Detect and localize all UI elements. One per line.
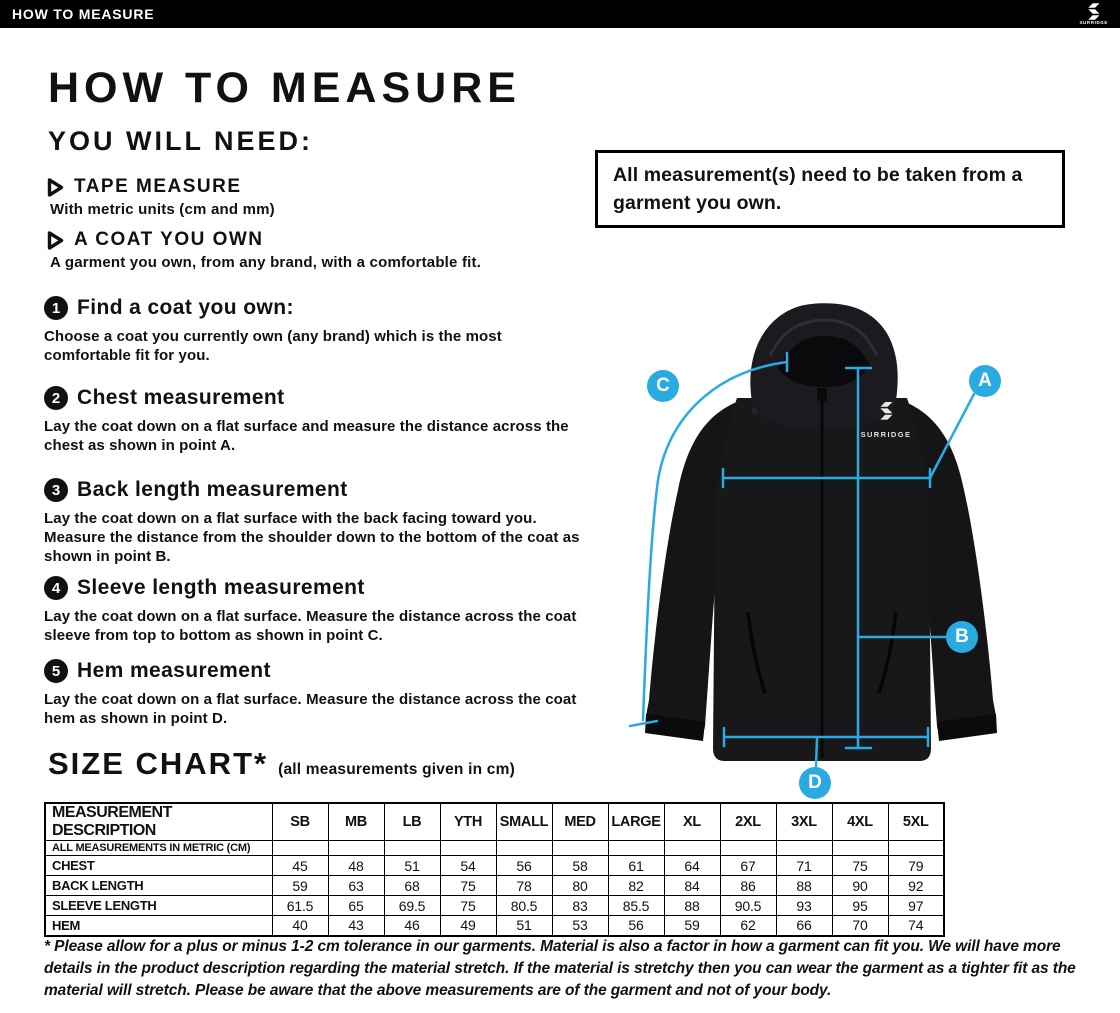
measurement-value-cell: 83	[552, 896, 608, 916]
measurement-value-cell: 93	[776, 896, 832, 916]
size-chart-subtitle: (all measurements given in cm)	[278, 761, 515, 778]
size-chart-table	[44, 802, 945, 937]
column-header-size: YTH	[440, 803, 496, 841]
empty-cell	[440, 841, 496, 856]
step-header	[44, 386, 604, 410]
measurement-value-cell: 54	[440, 856, 496, 876]
measurement-value-cell: 51	[384, 856, 440, 876]
measure-point-c: C	[647, 370, 679, 402]
step-item	[44, 576, 604, 645]
column-header-size: MED	[552, 803, 608, 841]
requirement-row	[46, 176, 586, 198]
jacket-chest-logo-text: SURRIDGE	[860, 430, 912, 439]
measurement-value-cell: 79	[888, 856, 944, 876]
requirement-item	[46, 229, 586, 271]
measurement-value-cell: 70	[832, 916, 888, 936]
measurement-value-cell: 58	[552, 856, 608, 876]
step-item	[44, 386, 604, 455]
step-header	[44, 659, 604, 683]
measurement-value-cell: 97	[888, 896, 944, 916]
measurement-value-cell: 65	[328, 896, 384, 916]
measurement-value-cell: 90	[832, 876, 888, 896]
measurement-value-cell: 69.5	[384, 896, 440, 916]
measurement-value-cell: 82	[608, 876, 664, 896]
measurement-value-cell: 88	[776, 876, 832, 896]
measurement-value-cell: 95	[832, 896, 888, 916]
top-bar	[0, 0, 1120, 28]
size-table-row	[45, 896, 944, 916]
empty-cell	[272, 841, 328, 856]
metric-note-cell: ALL MEASUREMENTS IN METRIC (CM)	[45, 841, 272, 856]
empty-cell	[384, 841, 440, 856]
measurement-value-cell: 40	[272, 916, 328, 936]
measurement-value-cell: 46	[384, 916, 440, 936]
column-header-size: MB	[328, 803, 384, 841]
requirement-item	[46, 176, 586, 218]
measurement-label-cell: CHEST	[45, 856, 272, 876]
empty-cell	[776, 841, 832, 856]
requirement-row	[46, 229, 586, 251]
empty-cell	[608, 841, 664, 856]
empty-cell	[888, 841, 944, 856]
step-number-badge: 2	[44, 386, 68, 410]
step-title: Hem measurement	[77, 659, 271, 682]
column-header-size: XL	[664, 803, 720, 841]
top-bar-title: HOW TO MEASURE	[12, 6, 155, 22]
measurement-value-cell: 66	[776, 916, 832, 936]
empty-cell	[328, 841, 384, 856]
step-description: Lay the coat down on a flat surface and measure the distance across the chest as shown in point A.	[44, 418, 569, 455]
measurement-label-cell: SLEEVE LENGTH	[45, 896, 272, 916]
measurement-value-cell: 86	[720, 876, 776, 896]
measure-point-b: B	[946, 621, 978, 653]
step-description: Lay the coat down on a flat surface. Measure the distance across the coat sleeve from top to bottom as shown in point C.	[44, 608, 577, 645]
measurement-value-cell: 67	[720, 856, 776, 876]
hem-pointer-line	[816, 739, 817, 766]
page-title: HOW TO MEASURE	[48, 64, 521, 112]
measurement-value-cell: 56	[496, 856, 552, 876]
column-header-size: 2XL	[720, 803, 776, 841]
requirements-list	[46, 176, 586, 282]
step-title: Sleeve length measurement	[77, 576, 365, 599]
jacket-image	[600, 288, 1070, 800]
measurement-value-cell: 53	[552, 916, 608, 936]
size-chart-title: SIZE CHART*	[48, 746, 269, 781]
measure-point-d: D	[799, 767, 831, 799]
triangle-bullet-icon	[46, 230, 65, 251]
measurement-value-cell: 61.5	[272, 896, 328, 916]
column-header-size: 3XL	[776, 803, 832, 841]
step-title: Chest measurement	[77, 386, 285, 409]
step-number-badge: 3	[44, 478, 68, 502]
step-number-badge: 4	[44, 576, 68, 600]
measurement-value-cell: 78	[496, 876, 552, 896]
measurement-value-cell: 63	[328, 876, 384, 896]
measurement-label-cell: HEM	[45, 916, 272, 936]
column-header-size: LB	[384, 803, 440, 841]
column-header-size: 4XL	[832, 803, 888, 841]
measurement-value-cell: 62	[720, 916, 776, 936]
column-header-size: 5XL	[888, 803, 944, 841]
size-table-row	[45, 916, 944, 936]
step-title: Back length measurement	[77, 478, 348, 501]
measurement-value-cell: 61	[608, 856, 664, 876]
measurement-value-cell: 48	[328, 856, 384, 876]
empty-cell	[720, 841, 776, 856]
measurement-value-cell: 90.5	[720, 896, 776, 916]
step-description: Lay the coat down on a flat surface with the back facing toward you. Measure the distance from the shoulder down to the bottom of the coat as shown in point B.	[44, 510, 580, 566]
measurement-value-cell: 80	[552, 876, 608, 896]
step-item	[44, 659, 604, 728]
measurement-value-cell: 45	[272, 856, 328, 876]
step-description: Lay the coat down on a flat surface. Measure the distance across the coat hem as shown in point D.	[44, 691, 577, 728]
step-number-badge: 5	[44, 659, 68, 683]
measurement-value-cell: 43	[328, 916, 384, 936]
empty-cell	[664, 841, 720, 856]
requirement-label: A COAT YOU OWN	[74, 229, 264, 250]
garment-measurement-figure	[600, 288, 1070, 800]
metric-note-row	[45, 841, 944, 856]
jacket-zipper-pull	[817, 388, 827, 401]
column-header-size: LARGE	[608, 803, 664, 841]
step-item	[44, 296, 604, 365]
measurement-value-cell: 59	[664, 916, 720, 936]
step-header	[44, 296, 604, 320]
measurement-value-cell: 84	[664, 876, 720, 896]
column-header-description: MEASUREMENT DESCRIPTION	[45, 803, 272, 841]
measurement-value-cell: 71	[776, 856, 832, 876]
size-table-header-row	[45, 803, 944, 841]
size-table-row	[45, 856, 944, 876]
measurement-label-cell: BACK LENGTH	[45, 876, 272, 896]
measurement-value-cell: 75	[440, 896, 496, 916]
column-header-size: SB	[272, 803, 328, 841]
measurement-value-cell: 56	[608, 916, 664, 936]
size-chart-heading	[48, 746, 515, 782]
triangle-bullet-icon	[46, 177, 65, 198]
step-item	[44, 478, 604, 567]
requirement-description: With metric units (cm and mm)	[50, 201, 275, 218]
requirement-label: TAPE MEASURE	[74, 176, 242, 197]
measurement-value-cell: 74	[888, 916, 944, 936]
notice-box: All measurement(s) need to be taken from a garment you own.	[595, 150, 1065, 228]
measurement-value-cell: 88	[664, 896, 720, 916]
measure-point-a: A	[969, 365, 1001, 397]
surridge-s-icon	[1086, 3, 1101, 20]
size-table-row	[45, 876, 944, 896]
step-header	[44, 576, 604, 600]
measurement-value-cell: 59	[272, 876, 328, 896]
surridge-logo	[1079, 3, 1108, 26]
surridge-logo-text: SURRIDGE	[1079, 19, 1108, 25]
you-will-need-heading: YOU WILL NEED:	[48, 126, 314, 156]
measurement-value-cell: 75	[832, 856, 888, 876]
step-title: Find a coat you own:	[77, 296, 294, 319]
empty-cell	[832, 841, 888, 856]
measurement-value-cell: 51	[496, 916, 552, 936]
requirement-description: A garment you own, from any brand, with a comfortable fit.	[50, 254, 482, 271]
column-header-size: SMALL	[496, 803, 552, 841]
step-number-badge: 1	[44, 296, 68, 320]
measurement-value-cell: 64	[664, 856, 720, 876]
measurement-value-cell: 49	[440, 916, 496, 936]
measurement-value-cell: 75	[440, 876, 496, 896]
measurement-value-cell: 85.5	[608, 896, 664, 916]
step-header	[44, 478, 604, 502]
step-description: Choose a coat you currently own (any brand) which is the most comfortable fit for you.	[44, 328, 502, 365]
measurement-value-cell: 80.5	[496, 896, 552, 916]
empty-cell	[552, 841, 608, 856]
measurement-value-cell: 92	[888, 876, 944, 896]
tolerance-footnote: * Please allow for a plus or minus 1-2 cm tolerance in our garments. Material is also a factor in how a garment can fit you. We will have more details in the product description regarding the material stretch. If the material is stretchy then you can wear the garment as a tighter fit as the material will stretch. Please be aware that the above measurements are of the garment and not of your body.	[44, 938, 1076, 999]
measurement-value-cell: 68	[384, 876, 440, 896]
empty-cell	[496, 841, 552, 856]
